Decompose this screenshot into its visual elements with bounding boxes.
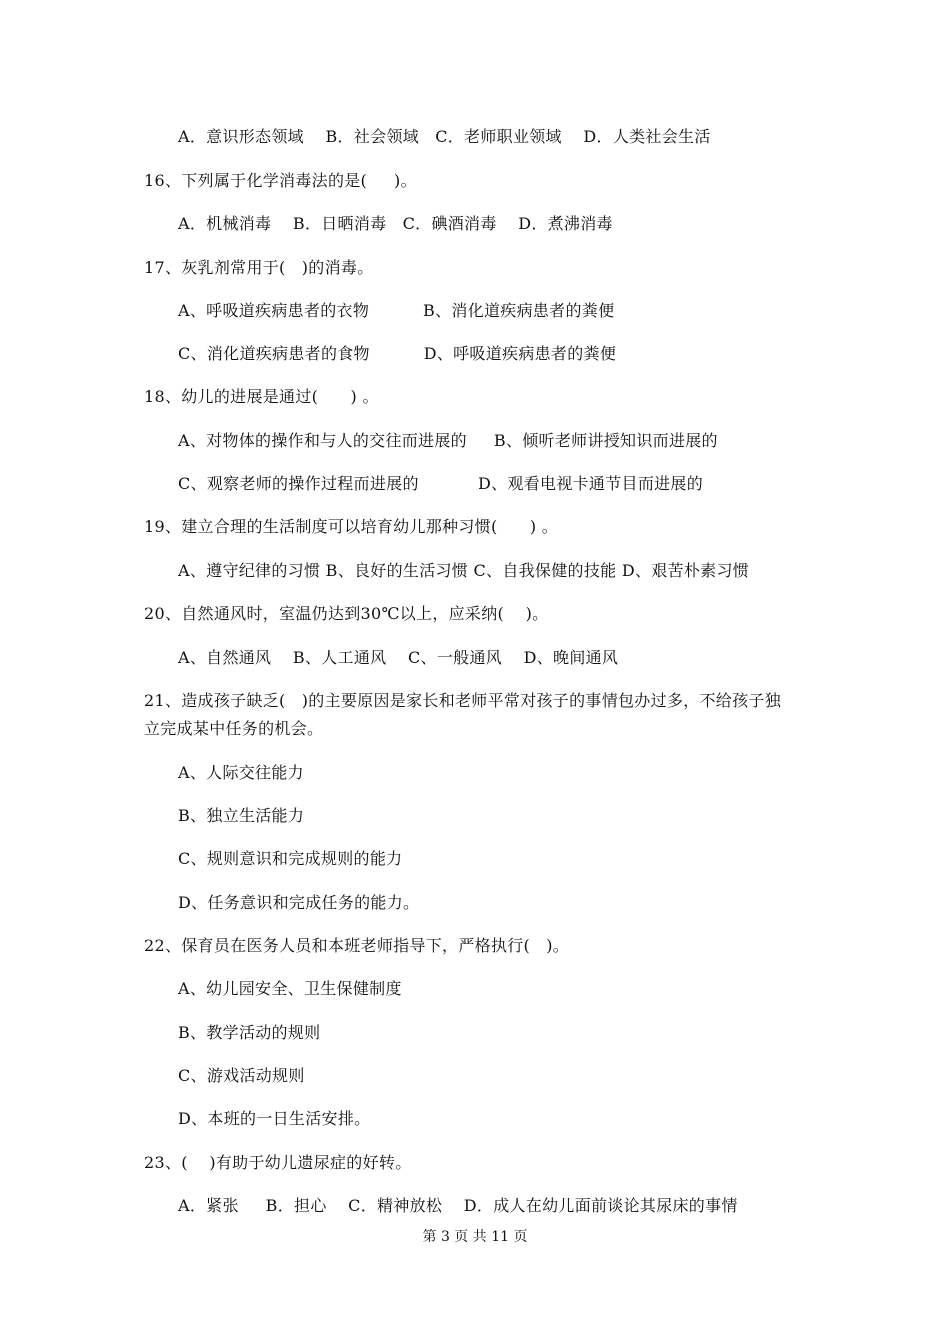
q21-option-a: A、人际交往能力 bbox=[178, 763, 304, 782]
q22-option-b: B、教学活动的规则 bbox=[178, 1023, 321, 1042]
q19-stem: 19、建立合理的生活制度可以培育幼儿那种习惯( ) 。 bbox=[144, 517, 559, 536]
q22-option-a: A、幼儿园安全、卫生保健制度 bbox=[178, 979, 402, 998]
q18-options-ab: A、对物体的操作和与人的交往而进展的 B、倾听老师讲授知识而进展的 bbox=[178, 431, 718, 450]
q22-stem: 22、保育员在医务人员和本班老师指导下，严格执行( )。 bbox=[144, 936, 570, 955]
q20-options: A、自然通风 B、人工通风 C、一般通风 D、晚间通风 bbox=[178, 648, 619, 667]
q18-options-cd: C、观察老师的操作过程而进展的 D、观看电视卡通节目而进展的 bbox=[178, 474, 704, 493]
q22-option-c: C、游戏活动规则 bbox=[178, 1066, 305, 1085]
q21-stem: 21、造成孩子缺乏( )的主要原因是家长和老师平常对孩子的事情包办过多，不给孩子独 bbox=[144, 691, 782, 710]
q23-options: A．紧张 B．担心 C．精神放松 D．成人在幼儿面前谈论其尿床的事情 bbox=[178, 1196, 738, 1215]
q21-stem-cont: 立完成某中任务的机会。 bbox=[144, 719, 324, 738]
q21-option-c: C、规则意识和完成规则的能力 bbox=[178, 849, 403, 868]
q21-option-b: B、独立生活能力 bbox=[178, 806, 305, 825]
q17-options-cd: C、消化道疾病患者的食物 D、呼吸道疾病患者的粪便 bbox=[178, 344, 617, 363]
q18-stem: 18、幼儿的进展是通过( ) 。 bbox=[144, 387, 379, 406]
page-number-footer: 第 3 页 共 11 页 bbox=[422, 1229, 528, 1245]
q15-options: A．意识形态领域 B．社会领域 C．老师职业领域 D．人类社会生活 bbox=[178, 127, 711, 146]
q20-stem: 20、自然通风时，室温仍达到30℃以上，应采纳( )。 bbox=[144, 604, 549, 623]
q16-options: A．机械消毒 B．日晒消毒 C．碘酒消毒 D．煮沸消毒 bbox=[178, 214, 613, 233]
q23-stem: 23、( )有助于幼儿遗尿症的好转。 bbox=[144, 1153, 412, 1172]
q16-stem: 16、下列属于化学消毒法的是( )。 bbox=[144, 171, 417, 190]
q22-option-d: D、本班的一日生活安排。 bbox=[178, 1109, 371, 1128]
q21-option-d: D、任务意识和完成任务的能力。 bbox=[178, 893, 420, 912]
q17-stem: 17、灰乳剂常用于( )的消毒。 bbox=[144, 258, 374, 277]
q17-options-ab: A、呼吸道疾病患者的衣物 B、消化道疾病患者的粪便 bbox=[178, 301, 615, 320]
q19-options: A、遵守纪律的习惯 B、良好的生活习惯 C、自我保健的技能 D、艰苦朴素习惯 bbox=[178, 561, 750, 580]
